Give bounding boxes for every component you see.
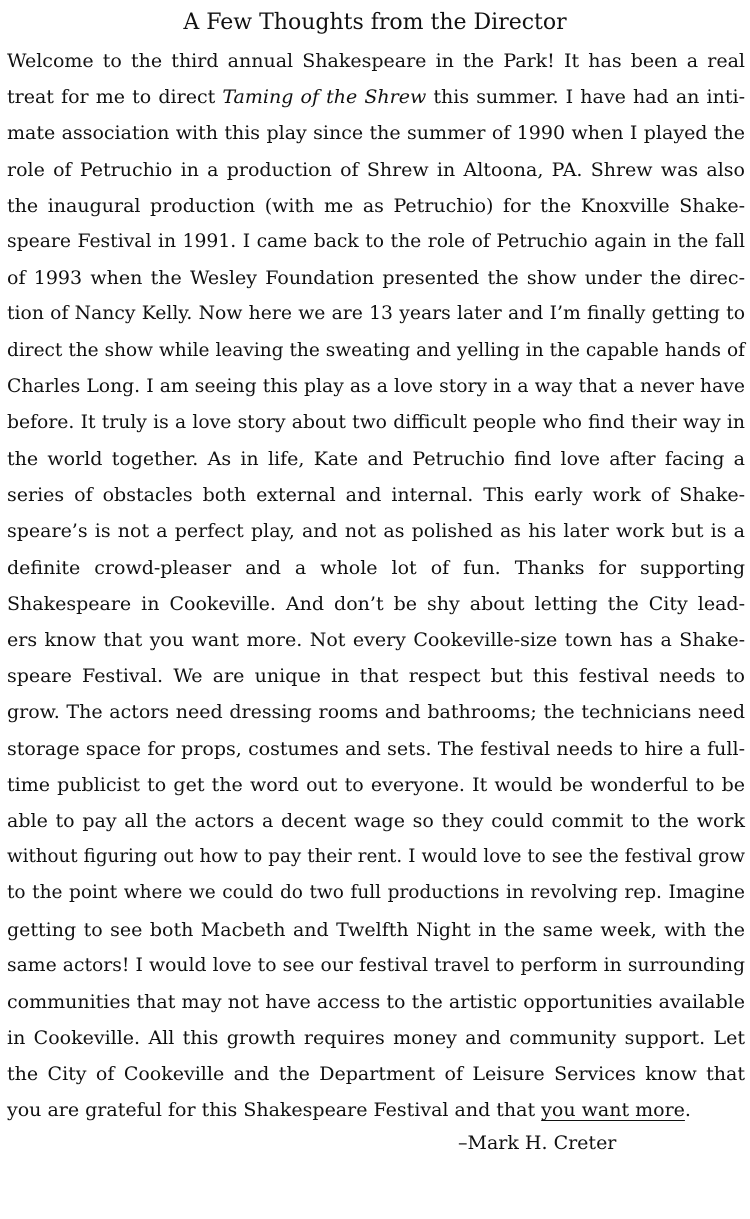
body-line: grow. The actors need dressing rooms and bathrooms; the technicians need bbox=[7, 701, 745, 724]
body-text: you are grateful for this Shakespeare Festival and that bbox=[7, 1099, 542, 1122]
body-line: same actors! I would love to see our festival travel to perform in surrounding bbox=[7, 954, 745, 976]
body-line: in Cookeville. All this growth requires money and community support. Let bbox=[7, 1027, 745, 1050]
body-line: speare’s is not a perfect play, and not as polished as his later work but is a bbox=[7, 520, 745, 543]
body-line: communities that may not have access to the artistic opportunities available bbox=[7, 990, 745, 1013]
letter-body bbox=[7, 43, 745, 1129]
body-line: role of Petruchio in a production of Shrew in Altoona, PA. Shrew was also bbox=[7, 158, 745, 181]
body-line: the City of Cookeville and the Department of Leisure Services know that bbox=[7, 1063, 745, 1086]
body-line bbox=[7, 1092, 745, 1128]
body-line: definite crowd-pleaser and a whole lot of fun. Thanks for supporting bbox=[7, 556, 745, 579]
body-text: . bbox=[684, 1099, 691, 1122]
body-line: mate association with this play since the summer of 1990 when I played the bbox=[7, 122, 745, 145]
body-line: ers know that you want more. Not every Cookeville-size town has a Shake- bbox=[7, 629, 745, 651]
body-line: Charles Long. I am seeing this play as a love story in a way that a never have bbox=[7, 375, 745, 397]
body-line: to the point where we could do two full productions in revolving rep. Imagine bbox=[7, 882, 745, 904]
body-line: Shakespeare in Cookeville. And don’t be shy about letting the City lead- bbox=[7, 592, 745, 615]
page-title: A Few Thoughts from the Director bbox=[183, 10, 567, 35]
body-line: storage space for props, costumes and sets. The festival needs to hire a full- bbox=[7, 737, 745, 760]
body-line: speare Festival. We are unique in that respect but this festival needs to bbox=[7, 665, 745, 688]
emphasis-text: you want more bbox=[541, 1099, 685, 1122]
body-text: treat for me to direct bbox=[7, 86, 223, 109]
signature: –Mark H. Creter bbox=[458, 1132, 617, 1154]
body-line: the inaugural production (with me as Petruchio) for the Knoxville Shake- bbox=[7, 194, 745, 217]
body-line: direct the show while leaving the sweating and yelling in the capable hands of bbox=[7, 339, 745, 361]
body-line: the world together. As in life, Kate and Petruchio find love after facing a bbox=[7, 448, 745, 471]
body-line: speare Festival in 1991. I came back to the role of Petruchio again in the fall bbox=[7, 230, 745, 252]
body-line: without figuring out how to pay their rent. I would love to see the festival grow bbox=[7, 846, 745, 868]
body-line: of 1993 when the Wesley Foundation presented the show under the direc- bbox=[7, 267, 745, 290]
body-line: Welcome to the third annual Shakespeare in the Park! It has been a real bbox=[7, 50, 745, 72]
play-title: Taming of the Shrew bbox=[222, 86, 427, 109]
body-line bbox=[7, 79, 745, 115]
body-line: tion of Nancy Kelly. Now here we are 13 years later and I’m finally getting to bbox=[7, 303, 745, 325]
body-line: series of obstacles both external and internal. This early work of Shake- bbox=[7, 484, 745, 507]
body-line: able to pay all the actors a decent wage so they could commit to the work bbox=[7, 809, 745, 832]
body-line: getting to see both Macbeth and Twelfth Night in the same week, with the bbox=[7, 918, 745, 941]
body-line: before. It truly is a love story about two difficult people who find their way in bbox=[7, 411, 745, 433]
body-line: time publicist to get the word out to everyone. It would be wonderful to be bbox=[7, 773, 745, 796]
body-text: this summer. I have had an inti- bbox=[426, 86, 745, 109]
